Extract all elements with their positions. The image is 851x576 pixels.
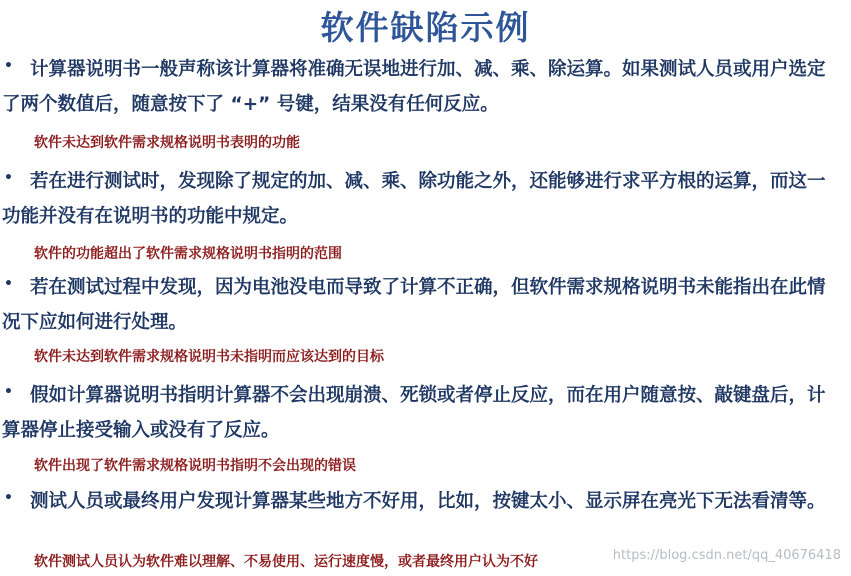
slide-title: 软件缺陷示例	[320, 8, 531, 47]
note-2: 软件的功能超出了软件需求规格说明书指明的范围	[34, 246, 342, 262]
bullet-icon: •	[4, 58, 13, 74]
bullet-icon: •	[4, 170, 13, 186]
bullet-icon: •	[4, 276, 13, 292]
note-5: 软件测试人员认为软件难以理解、不易使用、运行速度慢，或者最终用户认为不好	[34, 554, 538, 570]
paragraph-2: 若在进行测试时，发现除了规定的加、减、乘、除功能之外，还能够进行求平方根的运算，而这一功能并没有在说明书的功能中规定。	[2, 171, 826, 227]
watermark-text: https://blog.csdn.net/qq_40676418	[612, 548, 841, 563]
paragraph-5: 测试人员或最终用户发现计算器某些地方不好用，比如，按键太小、显示屏在亮光下无法看清等。	[30, 491, 826, 512]
paragraph-3: 若在测试过程中发现，因为电池没电而导致了计算不正确，但软件需求规格说明书未能指出在此情况下应如何进行处理。	[2, 277, 826, 333]
note-4: 软件出现了软件需求规格说明书指明不会出现的错误	[34, 458, 356, 474]
note-3: 软件未达到软件需求规格说明书未指明而应该达到的目标	[34, 349, 384, 365]
bullet-icon: •	[4, 490, 13, 506]
note-1: 软件未达到软件需求规格说明书表明的功能	[34, 135, 300, 151]
paragraph-4: 假如计算器说明书指明计算器不会出现崩溃、死锁或者停止反应，而在用户随意按、敲键盘后，计算器停止接受输入或没有了反应。	[2, 385, 826, 441]
bullet-icon: •	[4, 384, 13, 400]
paragraph-1: 计算器说明书一般声称该计算器将准确无误地进行加、减、乘、除运算。如果测试人员或用户选定了两个数值后，随意按下了 “+” 号键，结果没有任何反应。	[2, 59, 826, 115]
